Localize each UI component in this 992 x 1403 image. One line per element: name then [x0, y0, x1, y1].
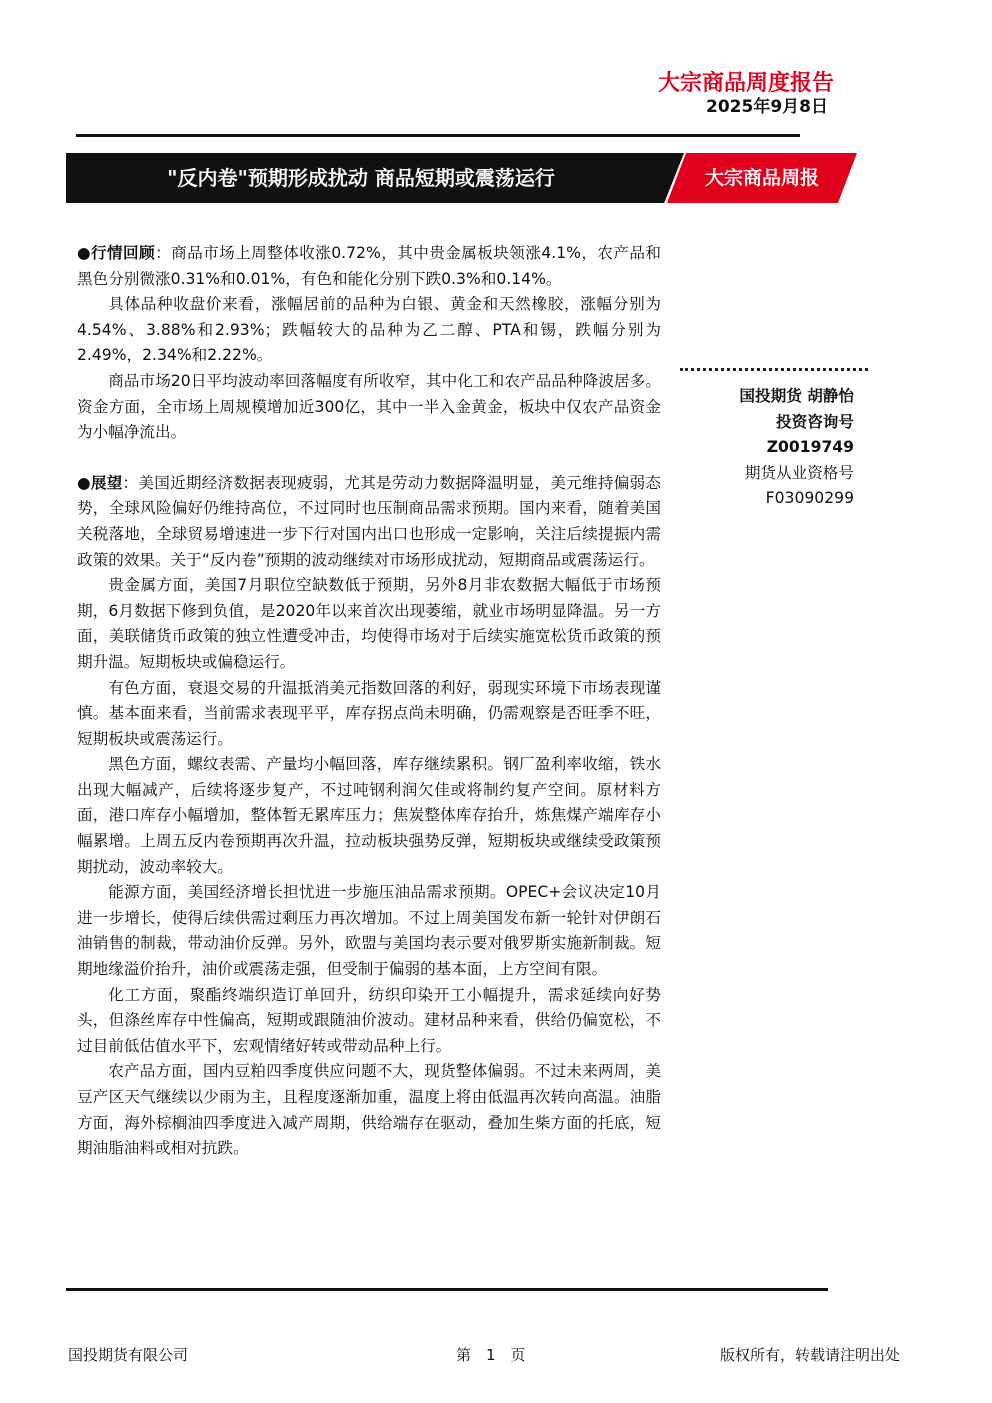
license-number: F03090299	[765, 489, 854, 508]
price-paragraph: 具体品种收盘价来看，涨幅居前的品种为白银、黄金和天然橡胶，涨幅分别为4.54%、3.88%和2.93%；跌幅较大的品种为乙二醇、PTA和锡，跌幅分别为2.49%，2.34%和2.22%。	[77, 295, 661, 365]
license-label: 期货从业资格号	[744, 463, 854, 482]
energy-paragraph: 能源方面，美国经济增长担忧进一步施压油品需求预期。OPEC+会议决定10月进一步增长，使得后续供需过剩压力再次增加。不过上周美国发布新一轮针对伊朗石油销售的制裁，带动油价反弹。另外，欧盟与美国均表示要对俄罗斯实施新制裁。短期地缘溢价抬升，油价或震荡走强，但受制于偏弱的基本面，上方空间有限。	[77, 883, 661, 979]
review-text: ：商品市场上周整体收涨0.72%，其中贵金属板块领涨4.1%，农产品和黑色分别微涨0.31%和0.01%，有色和能化分别下跌0.3%和0.14%。	[77, 244, 662, 288]
consult-number: Z0019749	[766, 438, 854, 457]
footer-company: 国投期货有限公司	[68, 1346, 189, 1364]
consult-label: 投资咨询号	[776, 412, 854, 431]
page-number: 第 1 页	[456, 1346, 526, 1364]
chemicals-paragraph: 化工方面，聚酯终端织造订单回升，纺织印染开工小幅提升，需求延续向好势头，但涤丝库存中性偏高，短期或跟随油价波动。建材品种来看，供给仍偏宽松，不过目前低估值水平下，宏观情绪好转或带动品种上行。	[77, 985, 661, 1055]
review-paragraph	[77, 241, 661, 292]
report-tag: 大宗商品周报	[704, 167, 819, 189]
top-divider	[76, 134, 800, 137]
report-date: 2025年9月8日	[706, 97, 828, 117]
outlook-lead: ●展望	[77, 473, 123, 492]
ferrous-paragraph: 黑色方面，螺纹表需、产量均小幅回落，库存继续累积。钢厂盈利率收缩，铁水出现大幅减产，后续将逐步复产，不过吨钢利润欠佳或将制约复产空间。原材料方面，港口库存小幅增加，整体暂无累库压力；焦炭整体库存抬升，炼焦煤产端库存小幅累增。上周五反内卷预期再次升温，拉动板块强势反弹，短期板块或继续受政策预期扰动，波动率较大。	[77, 755, 661, 876]
review-lead: ●行情回顾	[77, 244, 156, 262]
report-title: "反内卷"预期形成扰动 商品短期或震荡运行	[167, 166, 555, 190]
copyright-notice: 版权所有，转载请注明出处	[720, 1346, 901, 1364]
outlook-paragraph	[77, 471, 661, 573]
sidebar-divider	[680, 368, 868, 371]
outlook-text: ：美国近期经济数据表现疲弱，尤其是劳动力数据降温明显，美元维持偏弱态势，全球风险偏好仍维持高位，不过同时也压制商品需求预期。国内来看，随着美国关税落地，全球贸易增速进一步下行对国内出口也形成一定影响，关注后续提振内需政策的效果。关于“反内卷”预期的波动继续对市场形成扰动，短期商品或震荡运行。	[77, 473, 661, 569]
precious-metals-paragraph: 贵金属方面，美国7月职位空缺数低于预期，另外8月非农数据大幅低于市场预期，6月数据下修到负值，是2020年以来首次出现萎缩，就业市场明显降温。另一方面，美联储货币政策的独立性遭受冲击，均使得市场对于后续实施宽松货币政策的预期升温。短期板块或偏稳运行。	[77, 576, 661, 671]
nonferrous-paragraph: 有色方面，衰退交易的升温抵消美元指数回落的利好，弱现实环境下市场表现谨慎。基本面来看，当前需求表现平平，库存拐点尚未明确，仍需观察是否旺季不旺，短期板块或震荡运行。	[77, 678, 661, 748]
volatility-paragraph: 商品市场20日平均波动率回落幅度有所收窄，其中化工和农产品品种降波居多。资金方面，全市场上周规模增加近300亿，其中一半入金黄金，板块中仅农产品资金为小幅净流出。	[77, 371, 661, 442]
author-info	[680, 384, 854, 512]
report-type: 大宗商品周度报告	[657, 71, 834, 96]
author-line: 国投期货 胡静怡	[739, 387, 854, 405]
bottom-divider	[66, 1288, 828, 1291]
main-body	[77, 241, 661, 1162]
agriculture-paragraph: 农产品方面，国内豆粕四季度供应问题不大，现货整体偏弱。不过未来两周，美豆产区天气继续以少雨为主，且程度逐渐加重，温度上将由低温再次转向高温。油脂方面，海外棕榈油四季度进入减产周期，供给端存在驱动，叠加生柴方面的托底，短期油脂油料或相对抗跌。	[77, 1062, 661, 1158]
